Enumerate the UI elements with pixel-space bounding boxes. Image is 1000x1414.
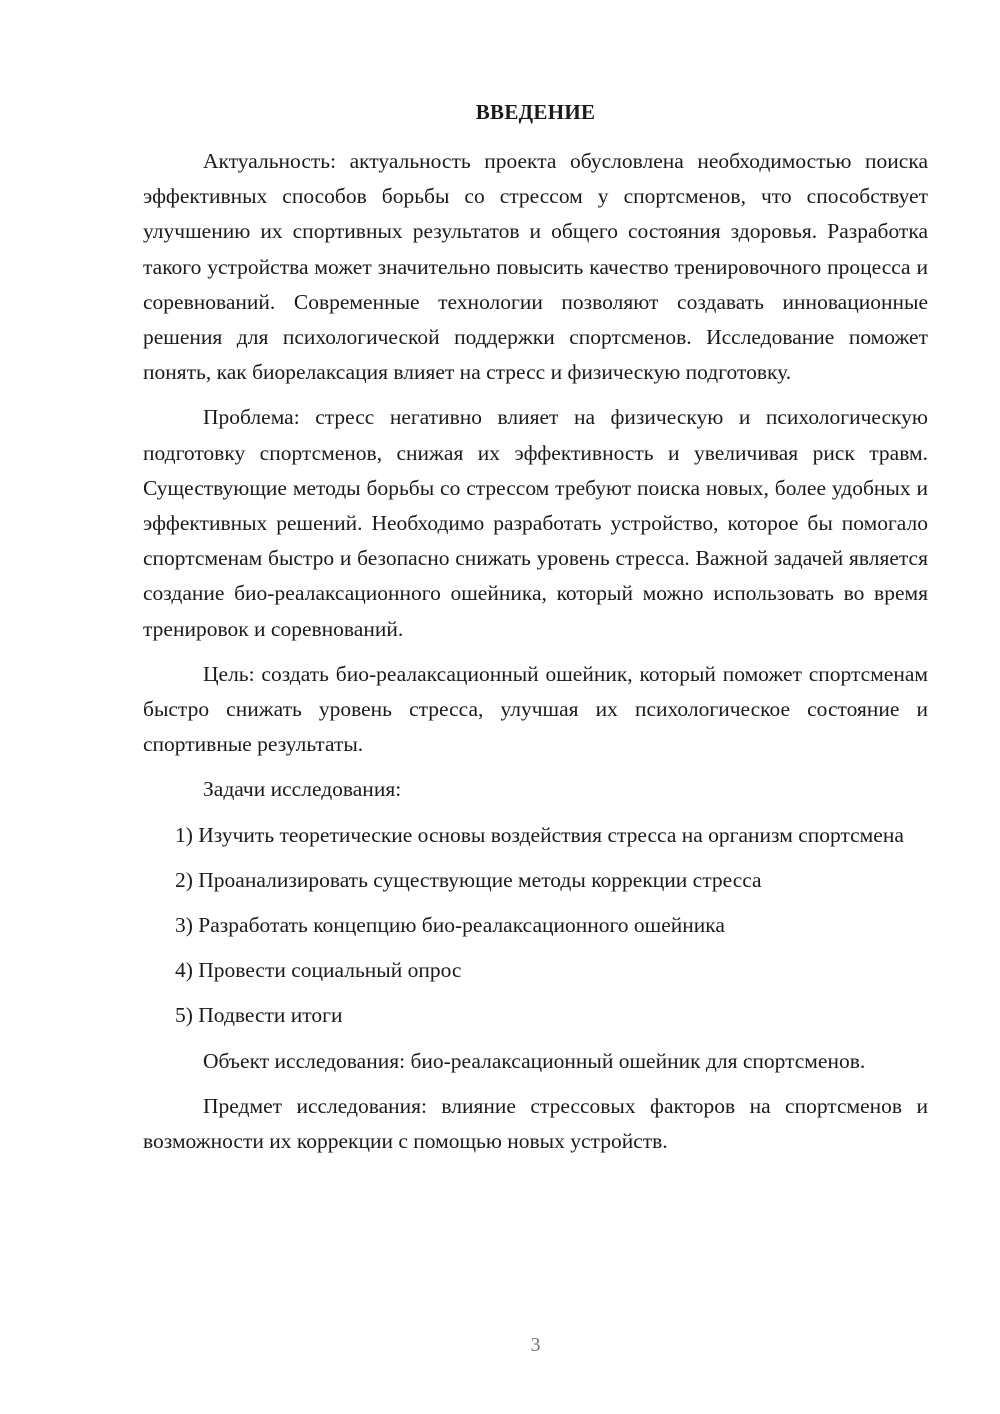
- document-page: [143, 0, 928, 1414]
- page-number: 3: [530, 1334, 541, 1356]
- list-item: 1) Изучить теоретические основы воздействия стресса на организм спортсмена: [175, 822, 904, 847]
- tasks-heading: Задачи исследования:: [203, 777, 402, 802]
- paragraph-relevance: Актуальность: актуальность проекта обусловлена необходимостью поиска эффективных способов борьбы со стрессом у спортсменов, что способствует улучшению их спортивных результатов и общего состояния здоровья. Разработка такого устройства может значительно повысить качество тренировочного процесса и соревнований. Современные технологии позволяют создавать инновационные решения для психологической поддержки спортсменов. Исследование поможет понять, как биорелаксация влияет на стресс и физическую подготовку.: [143, 149, 928, 385]
- paragraph-object: Объект исследования: био-реалаксационный ошейник для спортсменов.: [203, 1048, 866, 1073]
- paragraph-goal: Цель: создать био-реалаксационный ошейник, который поможет спортсменам быстро снижать уровень стресса, улучшая их психологическое состояние и спортивные результаты.: [143, 661, 928, 757]
- list-item: 4) Провести социальный опрос: [175, 958, 462, 983]
- paragraph-problem: Проблема: стресс негативно влияет на физическую и психологическую подготовку спортсменов, снижая их эффективность и увеличивая риск травм. Существующие методы борьбы со стрессом требуют поиска новых, более удобных и эффективных решений. Необходимо разработать устройство, которое бы помогало спортсменам быстро и безопасно снижать уровень стресса. Важной задачей является создание био-реалаксационного ошейника, который можно использовать во время тренировок и соревнований.: [143, 405, 928, 641]
- paragraph-subject: Предмет исследования: влияние стрессовых факторов на спортсменов и возможности их коррекции с помощью новых устройств.: [143, 1093, 928, 1154]
- tasks-list: [143, 818, 928, 1034]
- document-body: [143, 144, 928, 1159]
- list-item: 3) Разработать концепцию био-реалаксационного ошейника: [175, 913, 725, 938]
- page-title: ВВЕДЕНИЕ: [475, 100, 596, 124]
- list-item: 5) Подвести итоги: [175, 1003, 343, 1028]
- list-item: 2) Проанализировать существующие методы коррекции стресса: [175, 867, 762, 892]
